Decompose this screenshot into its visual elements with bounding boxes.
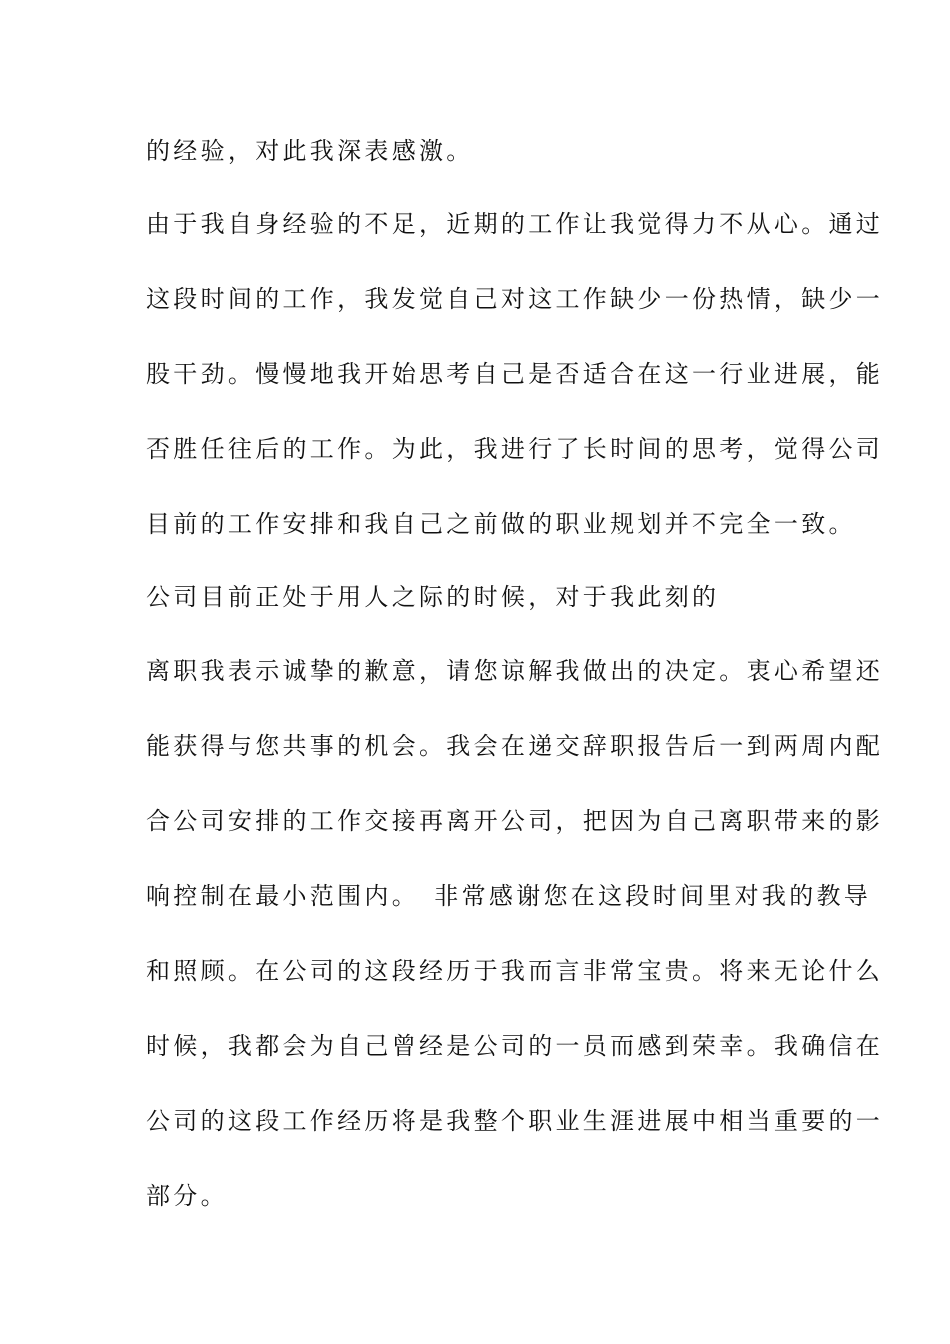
text-line: 的经验，对此我深表感激。	[146, 137, 474, 165]
text-line: 否胜任往后的工作。为此，我进行了长时间的思考，觉得公司	[146, 435, 884, 463]
text-line: 响控制在最小范围内。 非常感谢您在这段时间里对我的教导	[146, 882, 872, 910]
text-line: 部分。	[146, 1182, 228, 1210]
text-line: 时候，我都会为自己曾经是公司的一员而感到荣幸。我确信在	[146, 1032, 884, 1060]
text-line: 公司的这段工作经历将是我整个职业生涯进展中相当重要的一	[146, 1107, 884, 1135]
text-line: 这段时间的工作，我发觉自己对这工作缺少一份热情，缺少一	[146, 285, 884, 313]
text-line: 离职我表示诚挚的歉意，请您谅解我做出的决定。衷心希望还	[146, 657, 884, 685]
text-line: 目前的工作安排和我自己之前做的职业规划并不完全一致。	[146, 510, 856, 538]
text-line: 股干劲。慢慢地我开始思考自己是否适合在这一行业进展，能	[146, 360, 884, 388]
text-line: 由于我自身经验的不足，近期的工作让我觉得力不从心。通过	[146, 210, 884, 238]
text-line: 能获得与您共事的机会。我会在递交辞职报告后一到两周内配	[146, 732, 884, 760]
text-line: 和照顾。在公司的这段经历于我而言非常宝贵。将来无论什么	[146, 957, 884, 985]
text-line: 公司目前正处于用人之际的时候，对于我此刻的	[146, 583, 720, 611]
text-line: 合公司安排的工作交接再离开公司，把因为自己离职带来的影	[146, 807, 884, 835]
